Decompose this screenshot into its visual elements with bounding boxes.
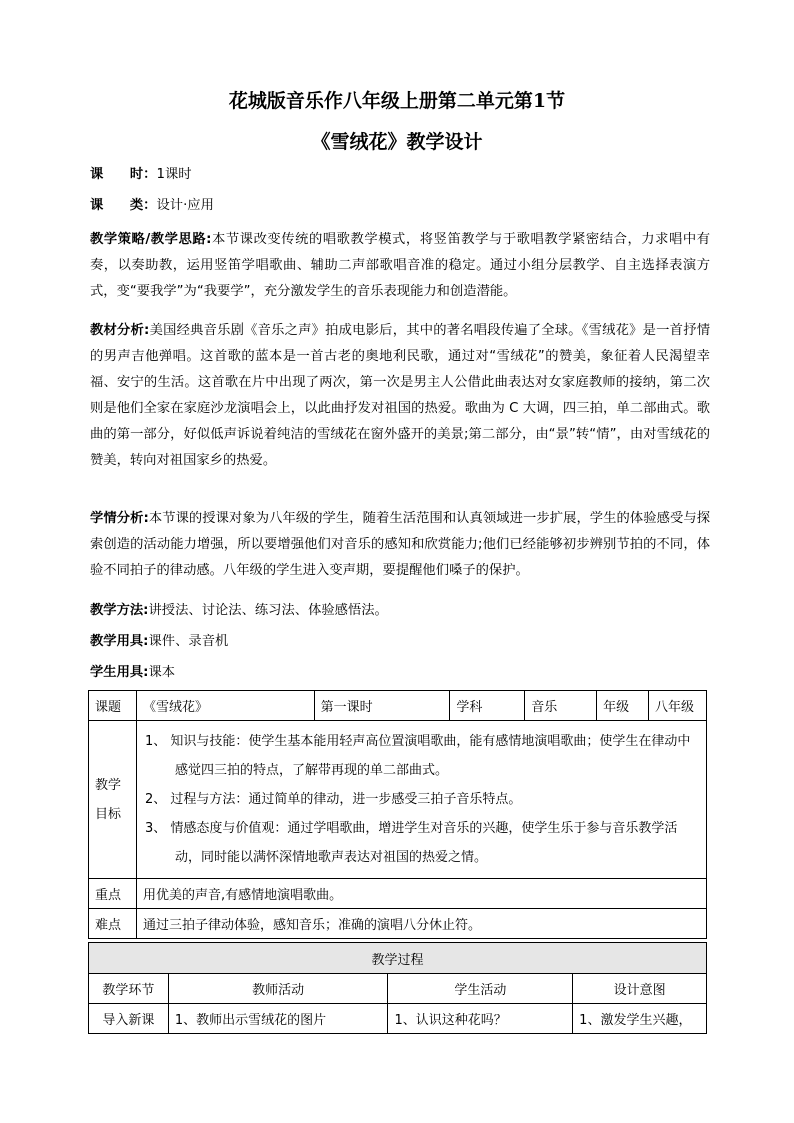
goal-item: 3、 情感态度与价值观：通过学唱歌曲，增进学生对音乐的兴趣，使学生乐于参与音乐教学活动，同时能以满怀深情地歌声表达对祖国的热爱之情。 [144, 821, 678, 865]
row-stage: 导入新课 [89, 1004, 169, 1034]
tools-label: 教学用具: [90, 634, 149, 649]
process-table [88, 942, 707, 1034]
period-value: 第一课时 [314, 691, 450, 721]
meta-hours-label: 课 时： [90, 167, 157, 182]
difficulty-label: 难点 [89, 909, 137, 939]
table-row [89, 1004, 707, 1034]
tools-line [90, 629, 710, 655]
strategy-label: 教学策略/教学思路: [90, 232, 212, 247]
header-intent: 设计意图 [573, 974, 707, 1004]
topic-value: 《雪绒花》 [136, 691, 314, 721]
key-label: 重点 [89, 879, 137, 909]
topic-label: 课题 [89, 691, 137, 721]
tools-text: 课件、录音机 [148, 634, 229, 649]
goal-item: 1、 知识与技能：使学生基本能用轻声高位置演唱歌曲，能有感情地演唱歌曲；使学生在律动中感觉四三拍的特点，了解带再现的单二部曲式。 [144, 734, 691, 778]
title-line-1: 花城版音乐作八年级上册第二单元第1节 [228, 90, 566, 112]
header-student: 学生活动 [388, 974, 573, 1004]
grade-label: 年级 [597, 691, 649, 721]
process-title-row [89, 943, 707, 974]
learners-paragraph [90, 506, 710, 584]
student-tools-line [90, 660, 710, 686]
info-row [89, 691, 707, 721]
goals-label [89, 721, 137, 879]
goal-item: 2、 过程与方法：通过简单的律动，进一步感受三拍子音乐特点。 [144, 792, 522, 807]
header-stage: 教学环节 [89, 974, 169, 1004]
meta-type-value: 设计·应用 [156, 198, 214, 213]
meta-hours-value: 1课时 [156, 167, 192, 182]
row-student: 1、认识这种花吗？ [388, 1004, 573, 1034]
key-row [89, 879, 707, 909]
row-teacher: 1、教师出示雪绒花的图片 [168, 1004, 388, 1034]
goals-content [136, 721, 706, 879]
key-text: 用优美的声音,有感情地演唱歌曲。 [136, 879, 706, 909]
analysis-paragraph [90, 318, 710, 474]
learners-label: 学情分析: [90, 511, 149, 526]
title-line-2: 《雪绒花》教学设计 [311, 131, 483, 153]
strategy-paragraph [90, 227, 710, 305]
subject-label: 学科 [450, 691, 525, 721]
methods-text: 讲授法、讨论法、练习法、体验感悟法。 [148, 603, 388, 618]
lesson-info-table [88, 690, 707, 939]
process-title: 教学过程 [89, 943, 707, 974]
goals-row [89, 721, 707, 879]
analysis-text: 美国经典音乐剧《音乐之声》拍成电影后，其中的著名唱段传遍了全球。《雪绒花》是一首抒情的男声吉他弹唱。这首歌的蓝本是一首古老的奥地利民歌，通过对“雪绒花”的赞美，象征着人民渴望幸福、安宁的生活。这首歌在片中出现了两次，第一次是男主人公借此曲表达对女家庭教师的接纳，第二次则是他们全家在家庭沙龙演唱会上，以此曲抒发对祖国的热爱。歌曲为 C 大调，四三拍，单二部曲式。歌曲的第一部分，好似低声诉说着纯洁的雪绒花在窗外盛开的美景;第二部分，由“景”转“情”，由对雪绒花的赞美，转向对祖国家乡的热爱。 [90, 323, 710, 468]
subject-value: 音乐 [525, 691, 597, 721]
meta-hours [90, 165, 708, 185]
meta-type [90, 196, 708, 216]
row-intent: 1、激发学生兴趣， [573, 1004, 707, 1034]
header-teacher: 教师活动 [168, 974, 388, 1004]
methods-label: 教学方法: [90, 603, 149, 618]
difficulty-text: 通过三拍子律动体验，感知音乐；准确的演唱八分休止符。 [136, 909, 706, 939]
strategy-text: 本节课改变传统的唱歌教学模式，将竖笛教学与于歌唱教学紧密结合，力求唱中有奏，以奏助教，运用竖笛学唱歌曲、辅助二声部歌唱音准的稳定。通过小组分层教学、自主选择表演方式，变“要我学”为“我要学”，充分激发学生的音乐表现能力和创造潜能。 [90, 232, 710, 299]
student-tools-text: 课本 [148, 665, 176, 680]
methods-line [90, 598, 710, 624]
goals-label-text: 教学目标 [95, 777, 122, 822]
analysis-label: 教材分析: [90, 323, 150, 338]
grade-value: 八年级 [649, 691, 707, 721]
difficulty-row [89, 909, 707, 939]
learners-text: 本节课的授课对象为八年级的学生，随着生活范围和认真领域进一步扩展，学生的体验感受与探索创造的活动能力增强，所以要增强他们对音乐的感知和欣赏能力;他们已经能够初步辨别节拍的不同，体验不同拍子的律动感。八年级的学生进入变声期，要提醒他们嗓子的保护。 [90, 511, 711, 578]
process-header-row [89, 974, 707, 1004]
student-tools-label: 学生用具: [90, 665, 149, 680]
meta-type-label: 课 类： [90, 198, 157, 213]
